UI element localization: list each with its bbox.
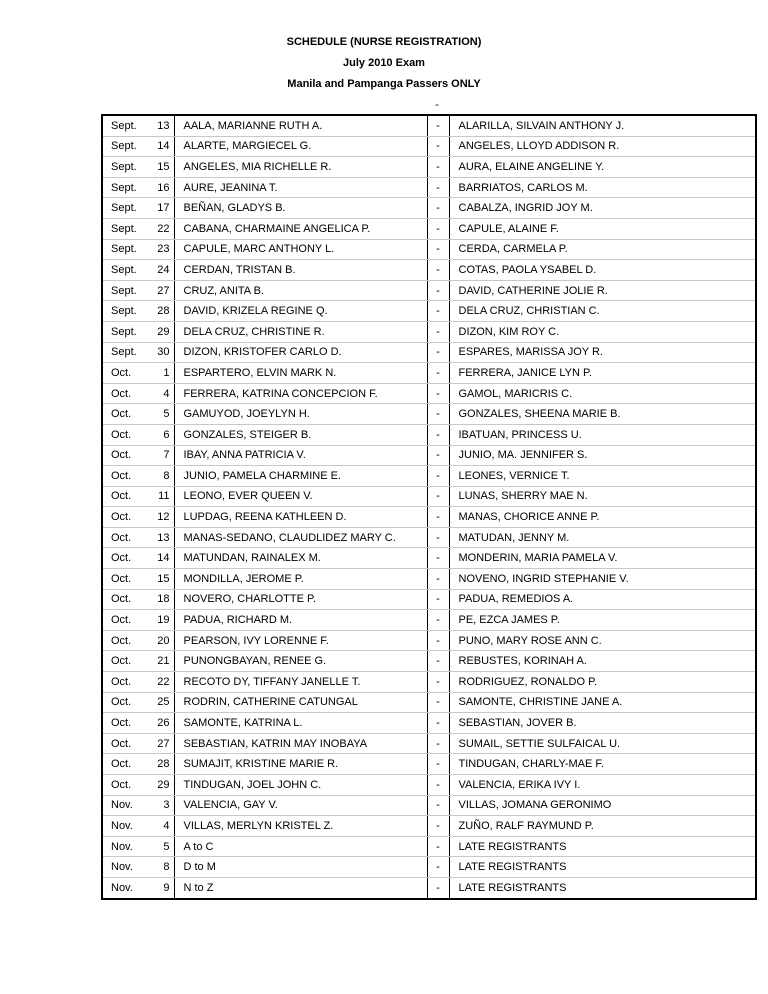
range-separator: - [427, 260, 449, 281]
schedule-month: Oct. [102, 507, 148, 528]
schedule-month: Oct. [102, 548, 148, 569]
schedule-month: Oct. [102, 754, 148, 775]
schedule-day: 24 [148, 260, 174, 281]
schedule-day: 29 [148, 775, 174, 796]
range-start-name: VALENCIA, GAY V. [174, 795, 427, 816]
schedule-month: Sept. [102, 177, 148, 198]
range-separator: - [427, 589, 449, 610]
range-end-name: GAMOL, MARICRIS C. [449, 383, 756, 404]
schedule-month: Oct. [102, 630, 148, 651]
range-separator: - [427, 157, 449, 178]
schedule-month: Oct. [102, 404, 148, 425]
schedule-month: Oct. [102, 692, 148, 713]
range-separator: - [427, 816, 449, 837]
range-start-name: MANAS-SEDANO, CLAUDLIDEZ MARY C. [174, 527, 427, 548]
range-separator: - [427, 733, 449, 754]
range-start-name: ALARTE, MARGIECEL G. [174, 136, 427, 157]
range-end-name: LATE REGISTRANTS [449, 836, 756, 857]
schedule-day: 6 [148, 424, 174, 445]
schedule-day: 22 [148, 672, 174, 693]
schedule-day: 23 [148, 239, 174, 260]
table-row [102, 527, 756, 548]
schedule-month: Oct. [102, 363, 148, 384]
range-separator: - [427, 507, 449, 528]
schedule-day: 28 [148, 301, 174, 322]
range-separator: - [427, 610, 449, 631]
schedule-day: 4 [148, 383, 174, 404]
table-row [102, 672, 756, 693]
range-end-name: CERDA, CARMELA P. [449, 239, 756, 260]
schedule-day: 13 [148, 527, 174, 548]
range-separator: - [427, 486, 449, 507]
schedule-day: 5 [148, 836, 174, 857]
table-row [102, 569, 756, 590]
document-title: SCHEDULE (NURSE REGISTRATION) [286, 36, 482, 48]
schedule-day: 29 [148, 321, 174, 342]
range-start-name: RODRIN, CATHERINE CATUNGAL [174, 692, 427, 713]
range-start-name: DAVID, KRIZELA REGINE Q. [174, 301, 427, 322]
schedule-month: Sept. [102, 136, 148, 157]
schedule-day: 12 [148, 507, 174, 528]
range-separator: - [427, 548, 449, 569]
range-start-name: BEÑAN, GLADYS B. [174, 198, 427, 219]
schedule-month: Sept. [102, 239, 148, 260]
schedule-day: 3 [148, 795, 174, 816]
table-row [102, 342, 756, 363]
range-separator: - [427, 321, 449, 342]
schedule-month: Oct. [102, 713, 148, 734]
schedule-day: 8 [148, 466, 174, 487]
table-row [102, 466, 756, 487]
range-separator: - [427, 527, 449, 548]
range-end-name: MONDERIN, MARIA PAMELA V. [449, 548, 756, 569]
table-row [102, 610, 756, 631]
range-separator: - [427, 404, 449, 425]
schedule-day: 17 [148, 198, 174, 219]
schedule-day: 30 [148, 342, 174, 363]
range-start-name: MONDILLA, JEROME P. [174, 569, 427, 590]
table-row [102, 486, 756, 507]
table-row [102, 404, 756, 425]
table-row [102, 775, 756, 796]
range-end-name: PADUA, REMEDIOS A. [449, 589, 756, 610]
range-separator: - [427, 301, 449, 322]
range-end-name: PE, EZCA JAMES P. [449, 610, 756, 631]
schedule-month: Sept. [102, 321, 148, 342]
table-row [102, 115, 756, 136]
schedule-day: 28 [148, 754, 174, 775]
table-row [102, 589, 756, 610]
range-end-name: VILLAS, JOMANA GERONIMO [449, 795, 756, 816]
range-start-name: D to M [174, 857, 427, 878]
range-separator: - [427, 177, 449, 198]
schedule-month: Oct. [102, 569, 148, 590]
range-separator: - [427, 569, 449, 590]
range-start-name: CRUZ, ANITA B. [174, 280, 427, 301]
schedule-month: Sept. [102, 198, 148, 219]
range-start-name: CABANA, CHARMAINE ANGELICA P. [174, 218, 427, 239]
range-start-name: MATUNDAN, RAINALEX M. [174, 548, 427, 569]
schedule-month: Nov. [102, 795, 148, 816]
table-row [102, 260, 756, 281]
range-start-name: SAMONTE, KATRINA L. [174, 713, 427, 734]
schedule-day: 14 [148, 136, 174, 157]
range-end-name: SUMAIL, SETTIE SULFAICAL U. [449, 733, 756, 754]
range-start-name: VILLAS, MERLYN KRISTEL Z. [174, 816, 427, 837]
range-end-name: TINDUGAN, CHARLY-MAE F. [449, 754, 756, 775]
schedule-day: 20 [148, 630, 174, 651]
range-end-name: REBUSTES, KORINAH A. [449, 651, 756, 672]
table-row [102, 630, 756, 651]
range-separator: - [427, 363, 449, 384]
schedule-day: 27 [148, 280, 174, 301]
range-end-name: VALENCIA, ERIKA IVY I. [449, 775, 756, 796]
range-start-name: PEARSON, IVY LORENNE F. [174, 630, 427, 651]
table-row [102, 218, 756, 239]
range-end-name: AURA, ELAINE ANGELINE Y. [449, 157, 756, 178]
range-start-name: CAPULE, MARC ANTHONY L. [174, 239, 427, 260]
schedule-month: Oct. [102, 651, 148, 672]
range-end-name: GONZALES, SHEENA MARIE B. [449, 404, 756, 425]
schedule-day: 22 [148, 218, 174, 239]
range-start-name: FERRERA, KATRINA CONCEPCION F. [174, 383, 427, 404]
schedule-month: Sept. [102, 301, 148, 322]
range-separator: - [427, 466, 449, 487]
range-separator: - [427, 754, 449, 775]
range-start-name: AALA, MARIANNE RUTH A. [174, 115, 427, 136]
header-dash: - [435, 99, 439, 111]
table-row [102, 198, 756, 219]
exam-label: July 2010 Exam [343, 57, 425, 69]
range-end-name: ESPARES, MARISSA JOY R. [449, 342, 756, 363]
range-separator: - [427, 115, 449, 136]
range-start-name: RECOTO DY, TIFFANY JANELLE T. [174, 672, 427, 693]
schedule-day: 13 [148, 115, 174, 136]
range-start-name: PADUA, RICHARD M. [174, 610, 427, 631]
range-end-name: FERRERA, JANICE LYN P. [449, 363, 756, 384]
schedule-month: Oct. [102, 672, 148, 693]
range-separator: - [427, 795, 449, 816]
range-start-name: GAMUYOD, JOEYLYN H. [174, 404, 427, 425]
range-separator: - [427, 713, 449, 734]
table-row [102, 177, 756, 198]
range-start-name: LEONO, EVER QUEEN V. [174, 486, 427, 507]
range-start-name: N to Z [174, 877, 427, 898]
range-separator: - [427, 239, 449, 260]
table-row [102, 301, 756, 322]
schedule-day: 11 [148, 486, 174, 507]
schedule-day: 7 [148, 445, 174, 466]
range-separator: - [427, 218, 449, 239]
range-end-name: SEBASTIAN, JOVER B. [449, 713, 756, 734]
schedule-month: Nov. [102, 877, 148, 898]
schedule-month: Sept. [102, 280, 148, 301]
table-row [102, 857, 756, 878]
schedule-month: Oct. [102, 424, 148, 445]
range-start-name: PUNONGBAYAN, RENEE G. [174, 651, 427, 672]
schedule-table [101, 114, 757, 900]
schedule-month: Sept. [102, 115, 148, 136]
schedule-day: 14 [148, 548, 174, 569]
range-separator: - [427, 877, 449, 898]
schedule-month: Nov. [102, 836, 148, 857]
range-end-name: MATUDAN, JENNY M. [449, 527, 756, 548]
range-start-name: ANGELES, MIA RICHELLE R. [174, 157, 427, 178]
range-separator: - [427, 383, 449, 404]
range-start-name: NOVERO, CHARLOTTE P. [174, 589, 427, 610]
range-end-name: ALARILLA, SILVAIN ANTHONY J. [449, 115, 756, 136]
table-row [102, 651, 756, 672]
range-end-name: RODRIGUEZ, RONALDO P. [449, 672, 756, 693]
schedule-month: Nov. [102, 816, 148, 837]
schedule-month: Nov. [102, 857, 148, 878]
range-separator: - [427, 836, 449, 857]
range-separator: - [427, 198, 449, 219]
schedule-day: 19 [148, 610, 174, 631]
schedule-day: 16 [148, 177, 174, 198]
range-start-name: CERDAN, TRISTAN B. [174, 260, 427, 281]
range-separator: - [427, 692, 449, 713]
table-row [102, 424, 756, 445]
range-end-name: IBATUAN, PRINCESS U. [449, 424, 756, 445]
schedule-day: 27 [148, 733, 174, 754]
schedule-day: 8 [148, 857, 174, 878]
schedule-day: 25 [148, 692, 174, 713]
range-end-name: ANGELES, LLOYD ADDISON R. [449, 136, 756, 157]
table-row [102, 136, 756, 157]
schedule-month: Oct. [102, 445, 148, 466]
range-end-name: SAMONTE, CHRISTINE JANE A. [449, 692, 756, 713]
range-end-name: MANAS, CHORICE ANNE P. [449, 507, 756, 528]
table-row [102, 280, 756, 301]
range-end-name: CABALZA, INGRID JOY M. [449, 198, 756, 219]
table-row [102, 713, 756, 734]
range-separator: - [427, 651, 449, 672]
range-end-name: LUNAS, SHERRY MAE N. [449, 486, 756, 507]
range-end-name: CAPULE, ALAINE F. [449, 218, 756, 239]
schedule-month: Sept. [102, 218, 148, 239]
schedule-day: 9 [148, 877, 174, 898]
range-end-name: LEONES, VERNICE T. [449, 466, 756, 487]
range-start-name: IBAY, ANNA PATRICIA V. [174, 445, 427, 466]
range-end-name: DIZON, KIM ROY C. [449, 321, 756, 342]
range-separator: - [427, 445, 449, 466]
table-row [102, 321, 756, 342]
range-separator: - [427, 672, 449, 693]
schedule-month: Oct. [102, 589, 148, 610]
range-end-name: LATE REGISTRANTS [449, 857, 756, 878]
range-start-name: SEBASTIAN, KATRIN MAY INOBAYA [174, 733, 427, 754]
schedule-month: Oct. [102, 383, 148, 404]
range-start-name: SUMAJIT, KRISTINE MARIE R. [174, 754, 427, 775]
range-start-name: LUPDAG, REENA KATHLEEN D. [174, 507, 427, 528]
schedule-body [102, 115, 756, 899]
schedule-month: Oct. [102, 775, 148, 796]
schedule-day: 26 [148, 713, 174, 734]
table-row [102, 445, 756, 466]
range-separator: - [427, 857, 449, 878]
range-end-name: BARRIATOS, CARLOS M. [449, 177, 756, 198]
table-row [102, 754, 756, 775]
schedule-month: Sept. [102, 342, 148, 363]
range-end-name: COTAS, PAOLA YSABEL D. [449, 260, 756, 281]
schedule-day: 4 [148, 816, 174, 837]
range-start-name: DELA CRUZ, CHRISTINE R. [174, 321, 427, 342]
table-row [102, 733, 756, 754]
schedule-month: Oct. [102, 733, 148, 754]
range-separator: - [427, 630, 449, 651]
range-end-name: JUNIO, MA. JENNIFER S. [449, 445, 756, 466]
range-end-name: LATE REGISTRANTS [449, 877, 756, 898]
range-separator: - [427, 775, 449, 796]
range-start-name: JUNIO, PAMELA CHARMINE E. [174, 466, 427, 487]
schedule-day: 15 [148, 157, 174, 178]
table-row [102, 816, 756, 837]
range-separator: - [427, 424, 449, 445]
table-row [102, 692, 756, 713]
table-row [102, 239, 756, 260]
range-end-name: DELA CRUZ, CHRISTIAN C. [449, 301, 756, 322]
schedule-month: Oct. [102, 527, 148, 548]
table-row [102, 548, 756, 569]
schedule-month: Oct. [102, 486, 148, 507]
range-start-name: AURE, JEANINA T. [174, 177, 427, 198]
table-row [102, 507, 756, 528]
schedule-day: 5 [148, 404, 174, 425]
range-end-name: PUNO, MARY ROSE ANN C. [449, 630, 756, 651]
schedule-month: Sept. [102, 260, 148, 281]
range-separator: - [427, 280, 449, 301]
range-start-name: DIZON, KRISTOFER CARLO D. [174, 342, 427, 363]
table-row [102, 836, 756, 857]
range-start-name: A to C [174, 836, 427, 857]
range-end-name: NOVENO, INGRID STEPHANIE V. [449, 569, 756, 590]
table-row [102, 157, 756, 178]
schedule-month: Oct. [102, 610, 148, 631]
range-start-name: GONZALES, STEIGER B. [174, 424, 427, 445]
range-end-name: ZUÑO, RALF RAYMUND P. [449, 816, 756, 837]
range-end-name: DAVID, CATHERINE JOLIE R. [449, 280, 756, 301]
range-start-name: ESPARTERO, ELVIN MARK N. [174, 363, 427, 384]
table-row [102, 363, 756, 384]
range-separator: - [427, 136, 449, 157]
range-start-name: TINDUGAN, JOEL JOHN C. [174, 775, 427, 796]
schedule-day: 21 [148, 651, 174, 672]
schedule-month: Sept. [102, 157, 148, 178]
table-row [102, 795, 756, 816]
schedule-month: Oct. [102, 466, 148, 487]
range-separator: - [427, 342, 449, 363]
scope-label: Manila and Pampanga Passers ONLY [287, 78, 481, 90]
schedule-day: 15 [148, 569, 174, 590]
schedule-day: 1 [148, 363, 174, 384]
schedule-day: 18 [148, 589, 174, 610]
table-row [102, 877, 756, 898]
table-row [102, 383, 756, 404]
